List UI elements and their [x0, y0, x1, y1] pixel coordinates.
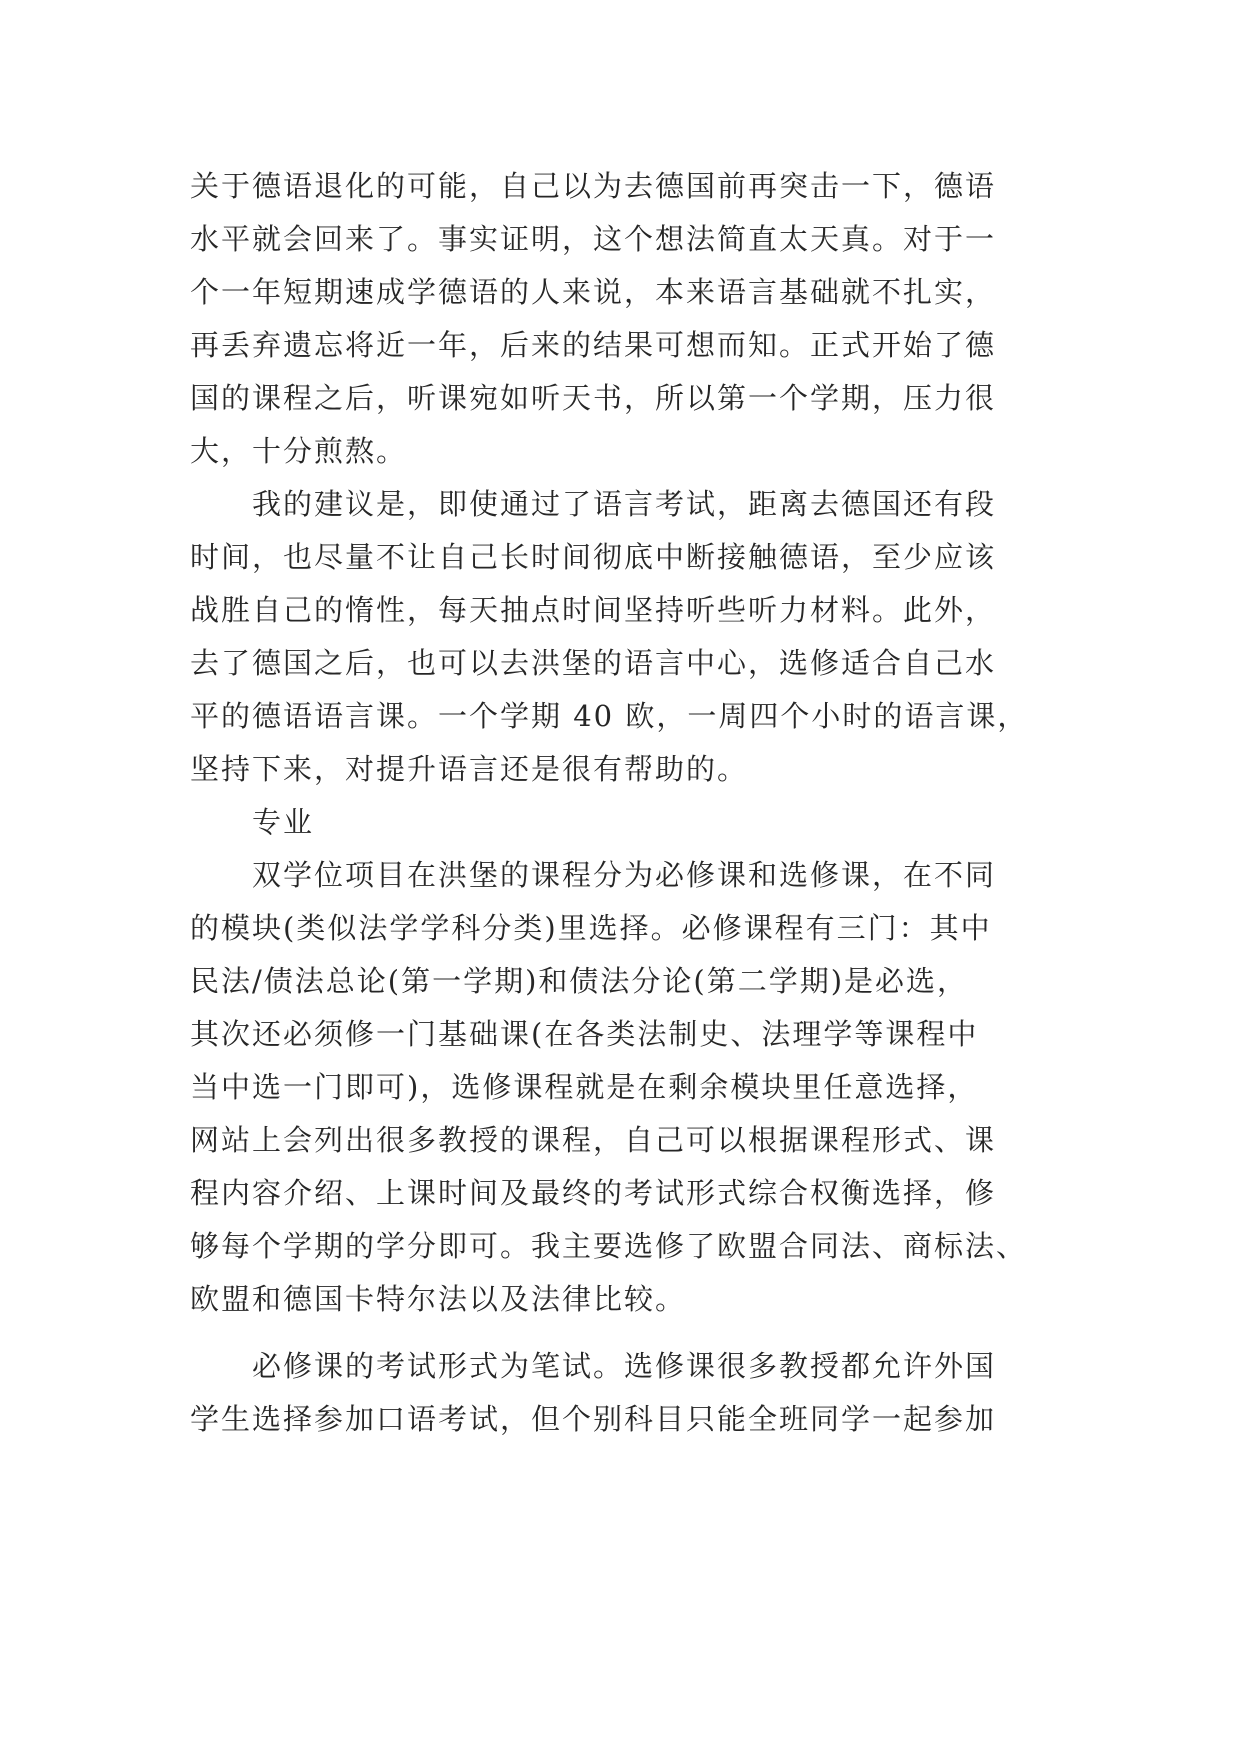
paragraph-exams [190, 1340, 1070, 1446]
paragraph-suggestion [190, 478, 1070, 796]
text-line: 民法/债法总论(第一学期)和债法分论(第二学期)是必选， [190, 964, 969, 998]
text-line: 关于德语退化的可能，自己以为去德国前再突击一下，德语 [190, 169, 997, 203]
paragraph-courses [190, 849, 1070, 1326]
text-line: 大，十分煎熬。 [190, 434, 408, 468]
text-line: 网站上会列出很多教授的课程，自己可以根据课程形式、课 [190, 1123, 997, 1157]
text-line: 时间，也尽量不让自己长时间彻底中断接触德语，至少应该 [190, 540, 997, 574]
section-heading-major [190, 796, 1070, 849]
text-line: 去了德国之后，也可以去洪堡的语言中心，选修适合自己水 [190, 646, 997, 680]
text-line: 当中选一门即可)，选修课程就是在剩余模块里任意选择， [190, 1070, 979, 1104]
text-line: 双学位项目在洪堡的课程分为必修课和选修课，在不同 [252, 858, 997, 892]
text-line: 学生选择参加口语考试，但个别科目只能全班同学一起参加 [190, 1402, 997, 1436]
text-line: 够每个学期的学分即可。我主要选修了欧盟合同法、商标法、 [190, 1229, 1028, 1263]
text-line: 国的课程之后，听课宛如听天书，所以第一个学期，压力很 [190, 381, 997, 415]
text-line: 其次还必须修一门基础课(在各类法制史、法理学等课程中 [190, 1017, 979, 1051]
paragraph-language-decline [190, 160, 1070, 478]
text-line: 战胜自己的惰性，每天抽点时间坚持听些听力材料。此外， [190, 593, 997, 627]
text-line: 程内容介绍、上课时间及最终的考试形式综合权衡选择，修 [190, 1176, 997, 1210]
text-line: 平的德语语言课。一个学期 40 欧，一周四个小时的语言课， [190, 699, 1029, 733]
text-line: 我的建议是，即使通过了语言考试，距离去德国还有段 [252, 487, 997, 521]
text-line: 的模块(类似法学学科分类)里选择。必修课程有三门：其中 [190, 911, 992, 945]
text-line: 再丢弃遗忘将近一年，后来的结果可想而知。正式开始了德 [190, 328, 997, 362]
text-line: 坚持下来，对提升语言还是很有帮助的。 [190, 752, 749, 786]
section-heading: 专业 [252, 805, 315, 839]
text-line: 必修课的考试形式为笔试。选修课很多教授都允许外国 [252, 1349, 997, 1383]
text-line: 水平就会回来了。事实证明，这个想法简直太天真。对于一 [190, 222, 997, 256]
text-line: 个一年短期速成学德语的人来说，本来语言基础就不扎实， [190, 275, 997, 309]
document-body [190, 160, 1070, 1446]
text-line: 欧盟和德国卡特尔法以及法律比较。 [190, 1282, 687, 1316]
